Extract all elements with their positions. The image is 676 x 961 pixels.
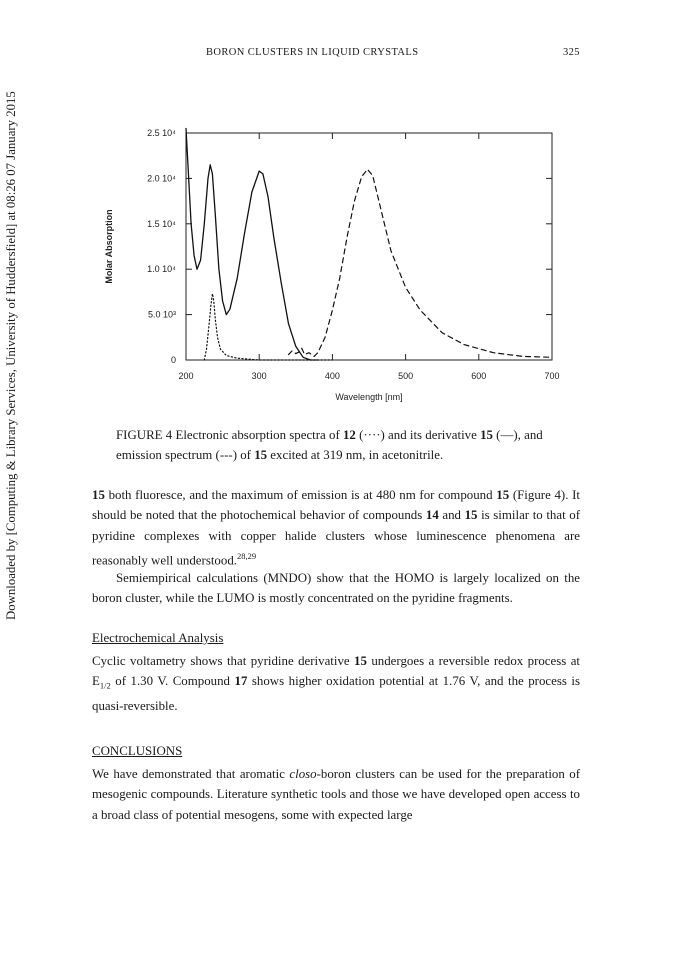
y-tick-label: 2.0 10⁴ [147,173,176,184]
x-axis-label: Wavelength [nm] [335,392,403,402]
download-notice: Downloaded by [Computing & Library Services, University of Huddersfield] at 08:26 07 January 2015 [4,91,18,620]
y-tick-label: 2.5 10⁴ [147,128,176,138]
absorption-chart [100,118,580,418]
paragraph-conclusions: We have demonstrated that aromatic closo-boron clusters can be used for the preparation of mesogenic compounds. Literature synthetic tools and those we have developed open access to a broad class of potential mesogens, some with expected large [92,767,581,822]
y-tick-label: 1.0 10⁴ [147,264,176,275]
paragraph-voltammetry: Cyclic voltametry shows that pyridine derivative 15 undergoes a reversible redox process at $E_{1/2}$ of 1.30 V. Compound 17 shows higher oxidation potential at 1.76 V, and the process is quasi-reversible. [92,654,580,714]
plot-frame [186,133,552,360]
running-title: BORON CLUSTERS IN LIQUID CRYSTALS [206,47,419,58]
y-tick-label: 0 [170,355,176,365]
y-tick-label: 5.0 10³ [147,309,176,320]
compound-ref: 15 [480,428,493,442]
series-line-solid [186,129,318,361]
section-heading-electrochemical: Electrochemical Analysis [92,631,224,645]
paragraph-mndo: Semiempirical calculations (MNDO) show that the HOMO is largely localized on the boron cluster, while the LUMO is mostly concentrated on the pyridine fragments. [92,571,580,606]
section-heading-conclusions: CONCLUSIONS [92,744,183,758]
x-tick-label: 500 [398,371,414,381]
page-number: 325 [563,47,580,58]
paragraph-fluorescence: 15 both fluoresce, and the maximum of emission is at 480 nm for compound 15 (Figure 4). It should be noted that the photochemical behavior of compounds 14 and 15 is similar to that of pyridine complexes with copper halide clusters whose luminescence phenomena are reasonably well understood.$^{28,29}$ [92,488,581,568]
citation: 28,29 [236,551,257,562]
series-line-dashed [289,169,553,357]
x-tick-label: 600 [471,371,487,381]
x-tick-label: 200 [178,371,194,381]
y-tick-label: 1.5 10⁴ [147,218,176,229]
y-axis-label: Molar Absorption [104,209,114,284]
x-tick-label: 400 [324,371,340,381]
x-tick-label: 700 [544,371,560,381]
x-tick-label: 300 [251,371,267,381]
compound-ref: 12 [342,428,356,442]
figure-caption: FIGURE 4 Electronic absorption spectra of 12 (····) and its derivative 15 (—), and emission spectrum (---) of 15 excited at 319 nm, in acetonitrile. [116,428,543,462]
compound-ref: 15 [254,448,268,462]
